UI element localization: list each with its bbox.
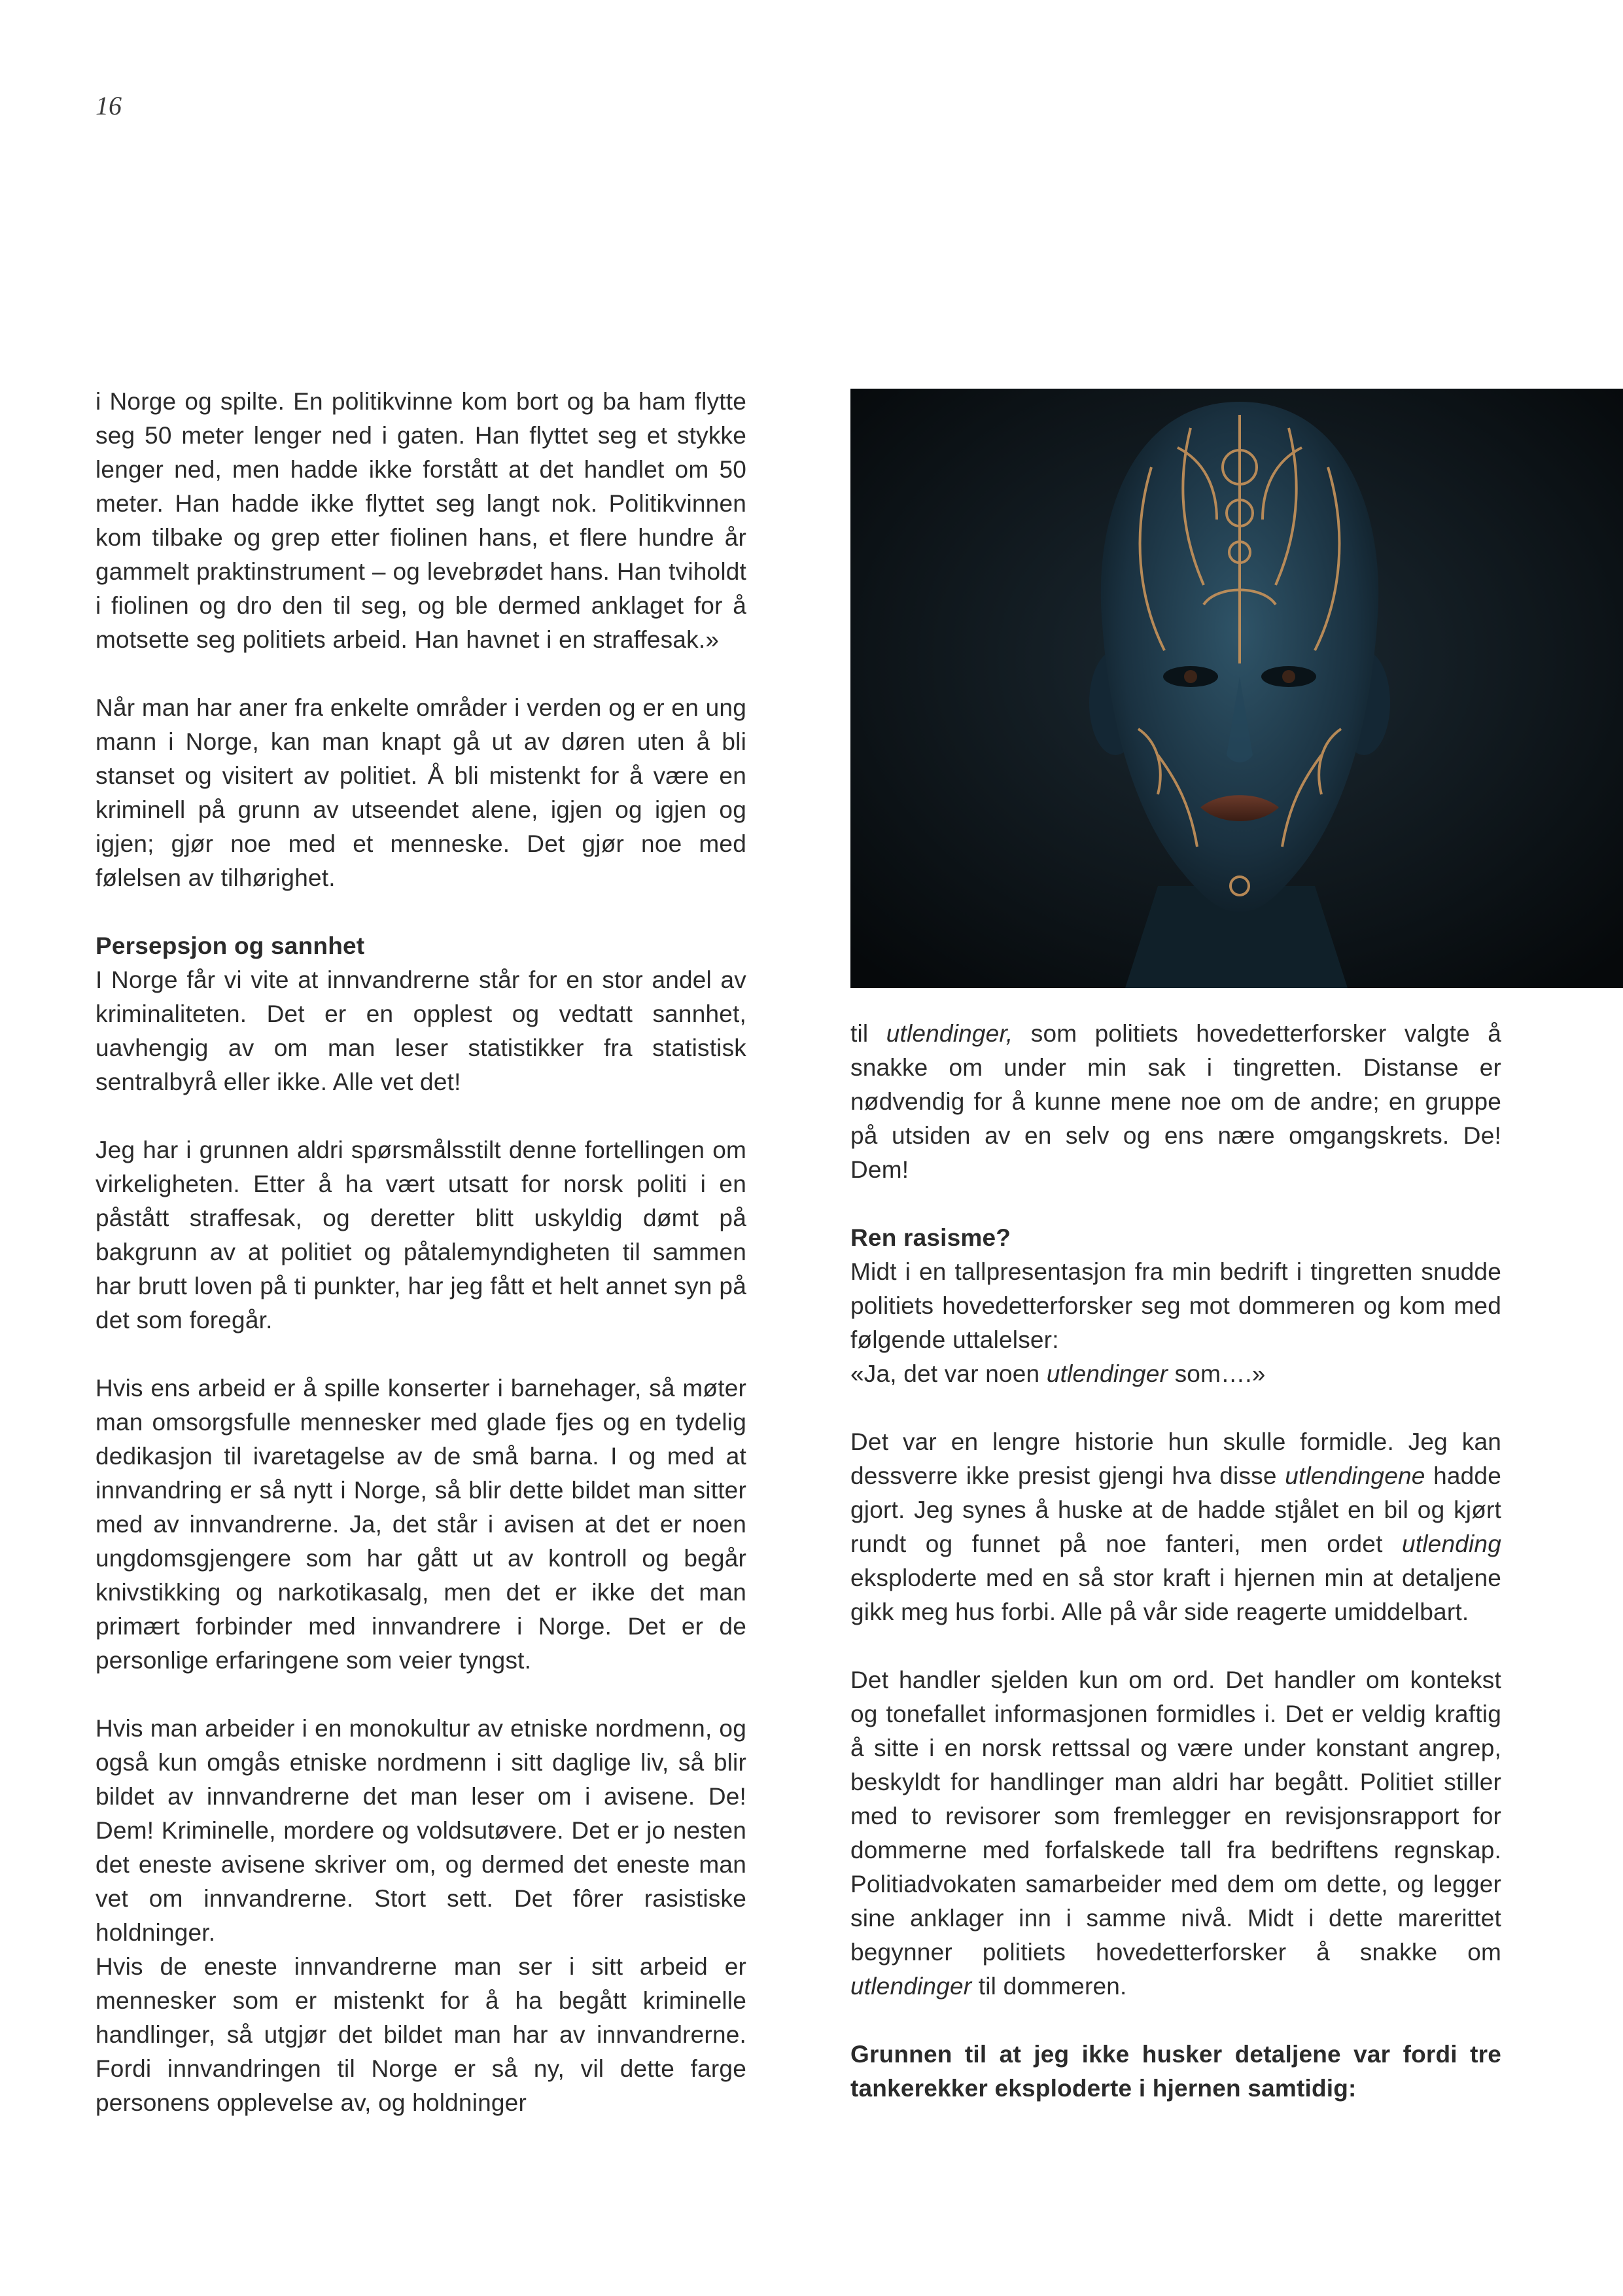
quote bbox=[850, 1357, 1501, 1391]
emphasis: utlendinger bbox=[1046, 1360, 1168, 1387]
text-span: Det handler sjelden kun om ord. Det handler om kontekst og tonefallet informasjonen formidles i. Det er veldig kraftig å sitte i en norsk rettssal og være under konstant angrep, beskyldt for handlinger man aldri har begått. Politiet stiller med to revisorer som fremlegger en revisjonsrapport for dommerne med forfalskede tall fra bedriftens regnskap. Politiadvokaten samarbeider med dem om dette, og legger sine anklager inn i samme nivå. Midt i dette marerittet begynner politiets hovedetterforsker å snakke om bbox=[850, 1667, 1501, 1966]
page-number: 16 bbox=[96, 91, 122, 120]
emphasis: utlendinger bbox=[850, 1973, 972, 2000]
section-heading: Ren rasisme? bbox=[850, 1224, 1011, 1251]
paragraph: I Norge får vi vite at innvandrerne står for en stor andel av kriminaliteten. Det er en opplest og vedtatt sannhet, uavhengig av om man leser statistikker fra statistisk sentralbyrå eller ikke. Alle vet det! bbox=[96, 966, 746, 1095]
paragraph: i Norge og spilte. En politikvinne kom bort og ba ham flytte seg 50 meter lenger ned i gaten. Han flyttet seg et stykke lenger ned, men hadde ikke forstått at det handlet om 50 meter. Han hadde ikke flyttet seg langt nok. Politikvinnen kom tilbake og grep etter fiolinen hans, et flere hundre år gammelt praktinstrument – og levebrødet hans. Han tviholdt i fiolinen og dro den til seg, og ble dermed anklaget for å motsette seg politiets arbeid. Han havnet i en straffesak.» bbox=[96, 388, 746, 653]
paragraph bbox=[850, 1425, 1501, 1629]
paragraph: Jeg har i grunnen aldri spørsmålsstilt denne fortellingen om virkeligheten. Etter å ha vært utsatt for norsk politi i en påstått straffesak, og deretter blitt uskyldig dømt på bakgrunn av at politiet og påtalemyndigheten til sammen har brutt loven på ti punkter, har jeg fått et helt annet syn på det som foregår. bbox=[96, 1137, 746, 1333]
text-span: til dommeren. bbox=[971, 1973, 1127, 2000]
left-text-column bbox=[96, 385, 746, 2120]
paragraph bbox=[850, 1017, 1501, 1187]
bold-paragraph: Grunnen til at jeg ikke husker detaljene var fordi tre tankerekker eksploderte i hjernen samtidig: bbox=[850, 2041, 1501, 2102]
text-span: som….» bbox=[1168, 1360, 1266, 1387]
text-span: eksploderte med en så stor kraft i hjernen min at detaljene gikk meg hus forbi. Alle på vår side reagerte umiddelbart. bbox=[850, 1564, 1501, 1625]
paragraph bbox=[850, 1663, 1501, 2004]
paragraph: Midt i en tallpresentasjon fra min bedrift i tingretten snudde politiets hovedetterforsker seg mot dommeren og kom med følgende uttalelser: bbox=[850, 1258, 1501, 1353]
emphasis: utlendinger, bbox=[886, 1020, 1013, 1047]
right-text-column bbox=[850, 1017, 1501, 2106]
emphasis: utlendingene bbox=[1285, 1462, 1425, 1489]
text-span: hadde gjort. Jeg synes å huske at de hadde stjålet en bil og kjørt rundt og funnet på noe fanteri, men ordet bbox=[850, 1462, 1501, 1557]
section-heading: Persepsjon og sannhet bbox=[96, 932, 365, 959]
portrait-photo bbox=[850, 389, 1623, 988]
text-span: «Ja, det var noen bbox=[850, 1360, 1047, 1387]
paragraph: Når man har aner fra enkelte områder i verden og er en ung mann i Norge, kan man knapt gå ut av døren uten å bli stanset og visitert av politiet. Å bli mistenkt for å være en kriminell på grunn av utseendet alene, igjen og igjen og igjen; gjør noe med et menneske. Det gjør noe med følelsen av tilhørighet. bbox=[96, 694, 746, 891]
paragraph: Hvis de eneste innvandrerne man ser i sitt arbeid er mennesker som er mistenkt for å ha begått kriminelle handlinger, så utgjør det bildet man har av innvandrerne. Fordi innvandringen til Norge er så ny, vil dette farge personens opplevelse av, og holdninger bbox=[96, 1953, 746, 2116]
paragraph: Hvis ens arbeid er å spille konserter i barnehager, så møter man omsorgsfulle mennesker med glade fjes og en tydelig dedikasjon til ivaretagelse av de små barna. I og med at innvandring er så nytt i Norge, så blir dette bildet man sitter med av innvandrerne. Ja, det står i avisen at det er noen ungdomsgjengere som har gått ut av kontroll og begår knivstikking og narkotikasalg, men det er ikke det man primært forbinder med innvandrere i Norge. Det er de personlige erfaringene som veier tyngst. bbox=[96, 1375, 746, 1674]
paragraph: Hvis man arbeider i en monokultur av etniske nordmenn, og også kun omgås etniske nordmenn i sitt daglige liv, så blir bildet av innvandrerne det man leser om i avisene. De! Dem! Kriminelle, mordere og voldsutøvere. Det er jo nesten det eneste avisene skriver om, og dermed det eneste man vet om innvandrerne. Stort sett. Det fôrer rasistiske holdninger. bbox=[96, 1715, 746, 1946]
emphasis: utlending bbox=[1402, 1530, 1501, 1557]
text-span: som politiets hovedetterforsker valgte å snakke om under min sak i tingretten. Distanse er nødvendig for å kunne mene noe om de andre; en gruppe på utsiden av en selv og ens nære omgangskrets. De! Dem! bbox=[850, 1020, 1501, 1183]
text-span: Det var en lengre historie hun skulle formidle. Jeg kan dessverre ikke presist gjengi hva disse bbox=[850, 1428, 1501, 1489]
text-span: til bbox=[850, 1020, 886, 1047]
